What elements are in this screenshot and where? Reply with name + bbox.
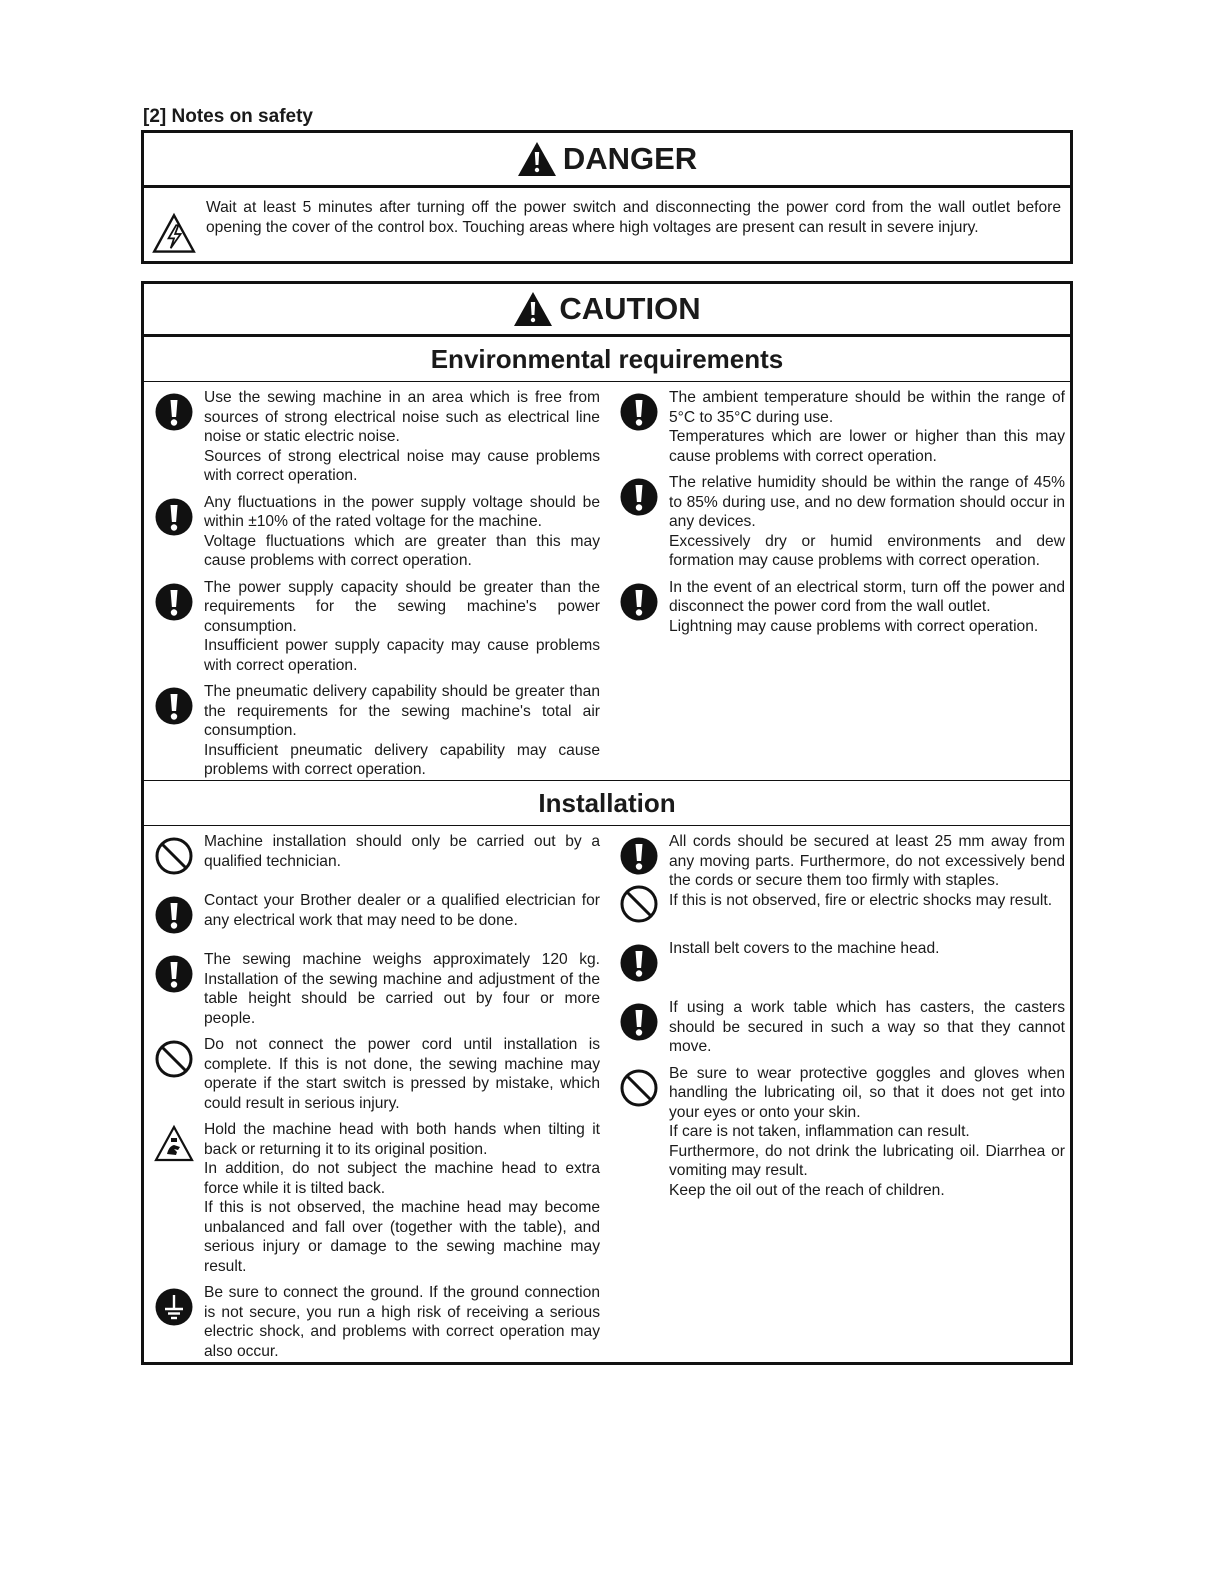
prohibition-icon <box>619 1068 659 1108</box>
warning-triangle-icon <box>517 141 557 177</box>
note-paragraph: The ambient temperature should be within the range of 5°C to 35°C during use. <box>669 389 1065 426</box>
safety-note <box>617 473 1070 571</box>
note-icons <box>617 998 661 1057</box>
danger-body <box>144 188 1070 256</box>
note-paragraph: If this is not observed, fire or electric shocks may result. <box>669 891 1053 909</box>
note-text <box>204 950 600 1028</box>
environmental-section <box>144 337 1070 780</box>
note-icons <box>152 1120 196 1276</box>
caution-title <box>144 284 1070 337</box>
hand-caution-icon <box>154 1124 194 1164</box>
note-paragraph: Hold the machine head with both hands when tilting it back or returning it to its original position. <box>204 1121 600 1158</box>
note-paragraph: Do not connect the power cord until installation is complete. If this is not done, the sewing machine may operate if the start switch is pressed by mistake, which could result in serious injury. <box>204 1036 600 1112</box>
safety-note <box>617 578 1070 637</box>
note-paragraph: Machine installation should only be carried out by a qualified technician. <box>204 833 600 870</box>
note-icons <box>152 832 196 884</box>
danger-title-text: DANGER <box>562 141 698 176</box>
note-paragraph: If using a work table which has casters, the casters should be secured in such a way so that they cannot move. <box>669 999 1065 1055</box>
note-paragraph: Insufficient pneumatic delivery capability may cause problems with correct operation. <box>204 741 600 778</box>
safety-note <box>152 1035 607 1113</box>
safety-note <box>152 493 607 571</box>
note-text <box>204 388 600 486</box>
safety-note <box>617 388 1070 466</box>
note-paragraph: Excessively dry or humid environments and dew formation may cause problems with correct operation. <box>669 532 1065 569</box>
note-icons <box>152 682 196 780</box>
note-icons <box>152 493 196 571</box>
mandatory-icon <box>619 582 659 622</box>
installation-title: Installation <box>144 780 1070 826</box>
mandatory-icon <box>619 477 659 517</box>
note-text <box>204 1283 600 1361</box>
note-paragraph: All cords should be secured at least 25 mm away from any moving parts. Furthermore, do not excessively bend the cords or secure them too firmly with staples. <box>669 833 1065 889</box>
note-icons <box>152 388 196 486</box>
safety-note <box>152 1283 607 1361</box>
safety-note <box>617 832 1070 932</box>
note-text <box>669 939 1065 991</box>
note-text <box>669 998 1065 1057</box>
safety-note <box>152 1120 607 1276</box>
note-icons <box>617 578 661 637</box>
mandatory-icon <box>154 954 194 994</box>
note-paragraph: The relative humidity should be within the range of 45% to 85% during use, and no dew formation should occur in any devices. <box>669 474 1065 530</box>
note-text <box>204 682 600 780</box>
note-paragraph: Furthermore, do not drink the lubricating oil. Diarrhea or vomiting may result. <box>669 1142 1065 1179</box>
caution-title-text: CAUTION <box>559 291 701 326</box>
note-paragraph: Any fluctuations in the power supply voltage should be within ±10% of the rated voltage for the machine. <box>204 493 600 530</box>
safety-note <box>152 682 607 780</box>
note-icons <box>617 473 661 571</box>
installation-left-column <box>144 826 607 1360</box>
safety-note <box>152 578 607 676</box>
danger-title <box>144 133 1070 188</box>
note-text <box>204 493 600 571</box>
electric-shock-icon <box>152 212 196 256</box>
installation-section <box>144 780 1070 1360</box>
note-text <box>669 578 1065 637</box>
safety-note <box>617 939 1070 991</box>
prohibition-icon <box>619 884 659 924</box>
note-icons <box>617 388 661 466</box>
safety-note <box>152 891 607 943</box>
note-icons <box>152 891 196 943</box>
note-text <box>204 1035 600 1113</box>
note-icons <box>617 939 661 991</box>
note-icons <box>152 1035 196 1113</box>
note-paragraph: In addition, do not subject the machine head to extra force while it is tilted back. <box>204 1160 600 1197</box>
safety-note <box>152 832 607 884</box>
note-paragraph: Temperatures which are lower or higher than this may cause problems with correct operation. <box>669 428 1065 465</box>
note-text <box>669 1064 1065 1201</box>
safety-note <box>617 1064 1070 1201</box>
note-paragraph: The pneumatic delivery capability should be greater than the requirements for the sewing machine's total air consumption. <box>204 683 600 739</box>
note-paragraph: Be sure to wear protective goggles and gloves when handling the lubricating oil, so that it does not get into your eyes or onto your skin. <box>669 1064 1065 1121</box>
danger-box <box>141 130 1073 264</box>
prohibition-icon <box>154 1039 194 1079</box>
warning-triangle-icon <box>513 291 553 327</box>
note-text <box>204 891 600 943</box>
environmental-title: Environmental requirements <box>144 337 1070 382</box>
note-paragraph: Contact your Brother dealer or a qualified electrician for any electrical work that may need to be done. <box>204 892 600 929</box>
note-text <box>204 1120 600 1276</box>
note-paragraph: Use the sewing machine in an area which is free from sources of strong electrical noise such as electrical line noise or static electric noise. <box>204 389 600 445</box>
installation-right-column <box>607 826 1070 1350</box>
prohibition-icon <box>154 836 194 876</box>
note-paragraph: Lightning may cause problems with correct operation. <box>669 617 1039 635</box>
ground-icon <box>154 1287 194 1327</box>
mandatory-icon <box>619 836 659 876</box>
mandatory-icon <box>154 497 194 537</box>
page-heading: [2] Notes on safety <box>143 106 313 127</box>
note-paragraph: If care is not taken, inflammation can result. <box>669 1123 970 1140</box>
environmental-left-column <box>144 382 607 780</box>
note-icons <box>617 832 661 932</box>
safety-note <box>152 950 607 1028</box>
mandatory-icon <box>154 686 194 726</box>
note-paragraph: Keep the oil out of the reach of children. <box>669 1181 945 1199</box>
mandatory-icon <box>154 392 194 432</box>
note-paragraph: The power supply capacity should be greater than the requirements for the sewing machine's power consumption. <box>204 578 600 635</box>
note-paragraph: Voltage fluctuations which are greater than this may cause problems with correct operation. <box>204 532 600 569</box>
note-paragraph: In the event of an electrical storm, turn off the power and disconnect the power cord from the wall outlet. <box>669 578 1065 615</box>
danger-text: Wait at least 5 minutes after turning off the power switch and disconnecting the power cord from the wall outlet before opening the cover of the control box. Touching areas where high voltages are present can result in severe injury. <box>206 199 1061 236</box>
note-icons <box>617 1064 661 1201</box>
note-icons <box>152 578 196 676</box>
note-paragraph: The sewing machine weighs approximately 120 kg. Installation of the sewing machine and adjustment of the table height should be carried out by four or more people. <box>204 951 600 1027</box>
mandatory-icon <box>619 1002 659 1042</box>
caution-box <box>141 281 1073 1365</box>
safety-note <box>152 388 607 486</box>
note-icons <box>152 950 196 1028</box>
note-text <box>204 832 600 884</box>
safety-note <box>617 998 1070 1057</box>
note-icons <box>152 1283 196 1361</box>
note-text <box>204 578 600 676</box>
mandatory-icon <box>154 582 194 622</box>
environmental-right-column <box>607 382 1070 780</box>
note-text <box>669 832 1065 932</box>
note-paragraph: If this is not observed, the machine head may become unbalanced and fall over (together with the table), and serious injury or damage to the sewing machine may result. <box>204 1199 600 1275</box>
note-paragraph: Insufficient power supply capacity may cause problems with correct operation. <box>204 637 600 674</box>
note-text <box>669 388 1065 466</box>
mandatory-icon <box>619 943 659 983</box>
note-paragraph: Sources of strong electrical noise may cause problems with correct operation. <box>204 447 600 484</box>
note-text <box>669 473 1065 571</box>
mandatory-icon <box>619 392 659 432</box>
note-paragraph: Be sure to connect the ground. If the ground connection is not secure, you run a high risk of receiving a serious electric shock, and problems with correct operation may also occur. <box>204 1284 600 1360</box>
mandatory-icon <box>154 895 194 935</box>
note-paragraph: Install belt covers to the machine head. <box>669 940 940 957</box>
